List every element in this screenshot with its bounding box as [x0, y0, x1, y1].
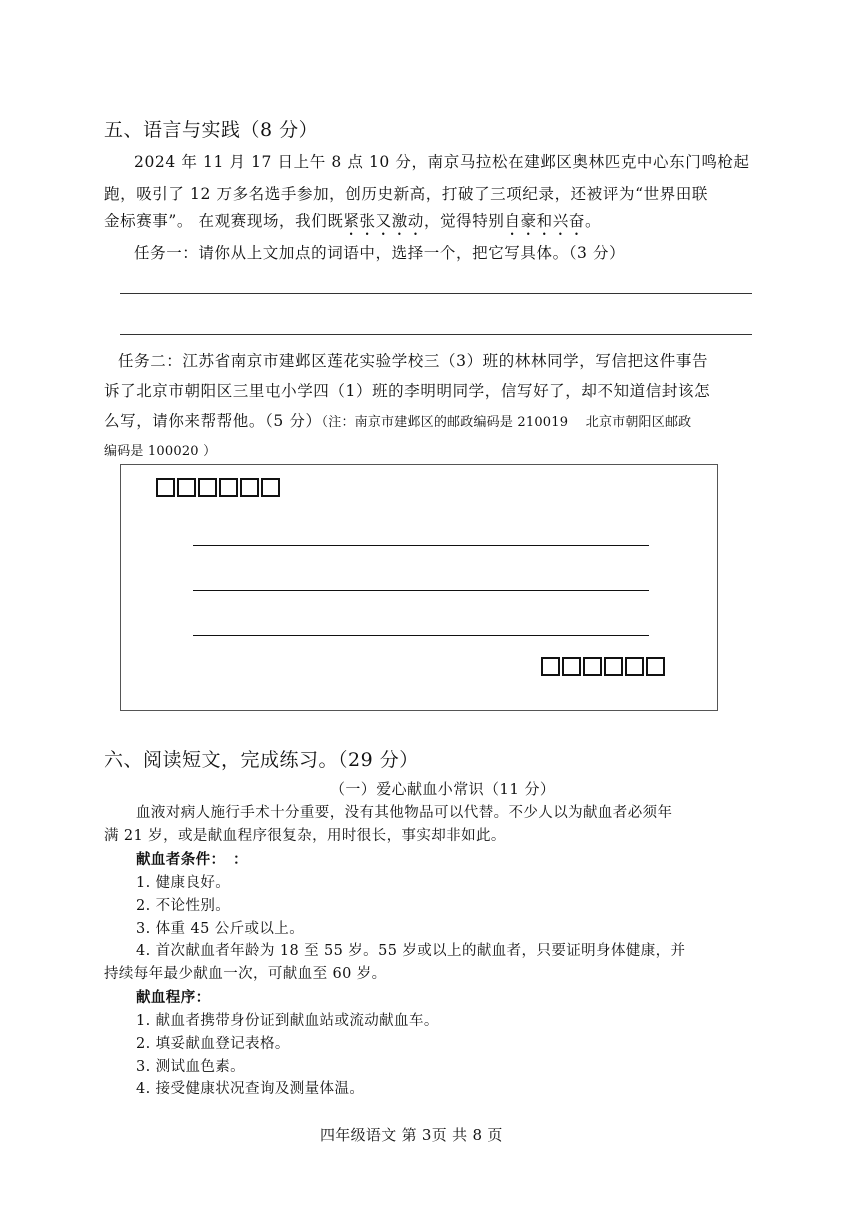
answer-line-1[interactable] — [120, 293, 752, 294]
condition-item: 3. 体重 45 公斤或以上。 — [136, 921, 305, 937]
envelope — [120, 464, 718, 711]
task2-note-1: （注：南京市建邺区的邮政编码是 210019 北京市朝阳区邮政 — [321, 415, 692, 430]
postcode-box[interactable] — [219, 478, 238, 497]
dotted-word-2: 自豪和兴奋 — [504, 212, 585, 230]
procedure-heading: 献血程序： — [136, 990, 211, 1006]
task2-line-3 — [104, 405, 691, 437]
address-line-1[interactable] — [193, 545, 649, 546]
procedure-item: 1. 献血者携带身份证到献血站或流动献血车。 — [136, 1013, 439, 1029]
condition-item: 2. 不论性别。 — [136, 898, 231, 914]
condition-item: 4. 首次献血者年龄为 18 至 55 岁。55 岁或以上的献血者，只要证明身体健康，并 — [136, 943, 686, 959]
postcode-box[interactable] — [240, 478, 259, 497]
para-line-2: 跑，吸引了 12 万多名选手参加，创历史新高，打破了三项纪录，还被评为“世界田联 — [104, 185, 709, 203]
section5-title: 五、语言与实践（8 分） — [104, 119, 319, 141]
address-line-2[interactable] — [193, 590, 649, 591]
para-line-3c: ，觉得特别 — [423, 212, 505, 230]
para-line-3a: 金标赛事”。 在观赛现场，我们既 — [104, 212, 344, 230]
intro-line-1: 血液对病人施行手术十分重要，没有其他物品可以代替。不少人以为献血者必须年 — [136, 805, 673, 821]
procedure-item: 2. 填妥献血登记表格。 — [136, 1036, 290, 1052]
para-line-1: 2024 年 11 月 17 日上午 8 点 10 分，南京马拉松在建邺区奥林匹克中心东门鸣枪起 — [134, 153, 750, 171]
recipient-postcode-boxes[interactable] — [156, 478, 280, 497]
condition-item-continued: 持续每年最少献血一次，可献血至 60 岁。 — [104, 966, 387, 982]
postcode-box[interactable] — [541, 657, 560, 676]
para-line-3 — [104, 205, 601, 239]
task1-prompt: 任务一：请你从上文加点的词语中，选择一个，把它写具体。（3 分） — [134, 244, 626, 262]
sender-postcode-boxes[interactable] — [541, 657, 665, 676]
postcode-box[interactable] — [198, 478, 217, 497]
postcode-box[interactable] — [177, 478, 196, 497]
postcode-box[interactable] — [562, 657, 581, 676]
conditions-heading: 献血者条件： ： — [136, 852, 248, 868]
task2-line-3a: 么写，请你来帮帮他。（5 分） — [104, 412, 322, 430]
section6-title: 六、阅读短文，完成练习。（29 分） — [104, 749, 419, 771]
para-line-3e: 。 — [585, 212, 602, 230]
section6-subtitle: （一）爱心献血小常识（11 分） — [330, 780, 556, 798]
dotted-word-1: 紧张又激动 — [343, 212, 424, 230]
task2-line-2: 诉了北京市朝阳区三里屯小学四（1）班的李明明同学，信写好了，却不知道信封该怎 — [104, 382, 711, 400]
postcode-box[interactable] — [156, 478, 175, 497]
intro-line-2: 满 21 岁，或是献血程序很复杂，用时很长，事实却非如此。 — [104, 828, 506, 844]
procedure-item: 4. 接受健康状况查询及测量体温。 — [136, 1081, 365, 1097]
condition-item: 1. 健康良好。 — [136, 875, 231, 891]
postcode-box[interactable] — [583, 657, 602, 676]
address-line-3[interactable] — [193, 635, 649, 636]
task2-note-2: 编码是 100020 ） — [104, 444, 217, 459]
postcode-box[interactable] — [604, 657, 623, 676]
page-footer: 四年级语文 第 3页 共 8 页 — [320, 1126, 503, 1144]
postcode-box[interactable] — [625, 657, 644, 676]
task2-line-1: 任务二：江苏省南京市建邺区莲花实验学校三（3）班的林林同学，写信把这件事告 — [118, 352, 709, 370]
answer-line-2[interactable] — [120, 334, 752, 335]
postcode-box[interactable] — [646, 657, 665, 676]
postcode-box[interactable] — [261, 478, 280, 497]
procedure-item: 3. 测试血色素。 — [136, 1059, 246, 1075]
